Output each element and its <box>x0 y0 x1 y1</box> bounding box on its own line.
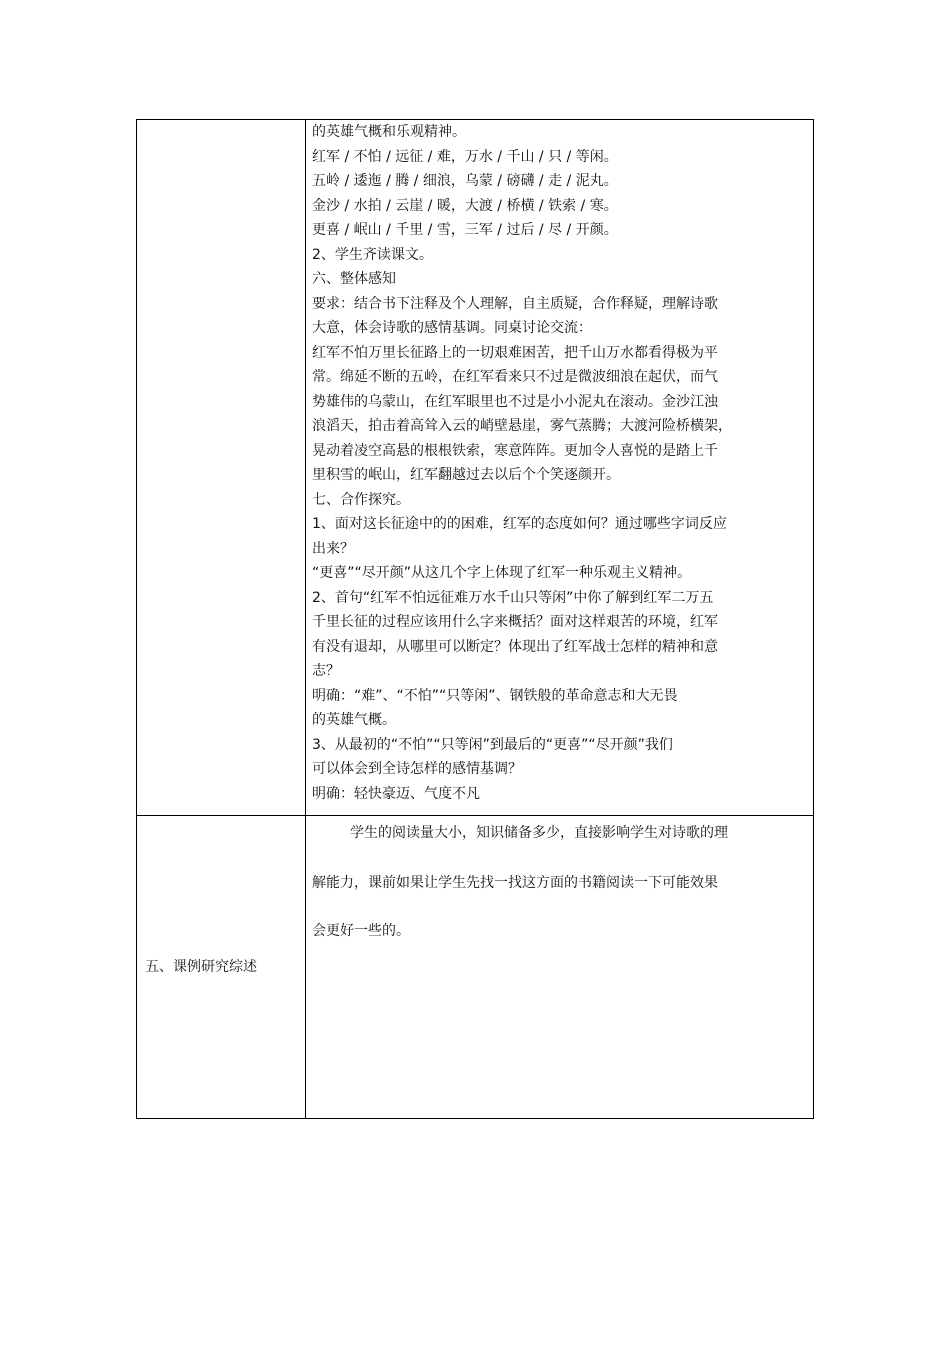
body-line: 要求：结合书下注释及个人理解，自主质疑，合作释疑，理解诗歌 <box>312 295 718 312</box>
body-line: 2、首句“红军不怕远征难万水千山只等闲”中你了解到红军二万五 <box>312 589 714 606</box>
body-line: 明确：轻快豪迈、气度不凡 <box>312 785 480 802</box>
body-line: 红军 / 不怕 / 远征 / 难，万水 / 千山 / 只 / 等闲。 <box>312 148 618 165</box>
body-line: 1、面对这长征途中的的困难，红军的态度如何？通过哪些字词反应 <box>312 516 727 532</box>
body-line: 六、整体感知 <box>312 271 396 287</box>
body-line: 五岭 / 逶迤 / 腾 / 细浪，乌蒙 / 磅礴 / 走 / 泥丸。 <box>312 173 618 189</box>
body-line: 常。绵延不断的五岭，在红军看来只不过是微波细浪在起伏，而气 <box>312 369 718 385</box>
body-line: “更喜”“尽开颜”从这几个字上体现了红军一种乐观主义精神。 <box>312 565 692 581</box>
body-line: 势雄伟的乌蒙山，在红军眼里也不过是小小泥丸在滚动。金沙江浊 <box>312 393 718 410</box>
summary-line: 解能力，课前如果让学生先找一找这方面的书籍阅读一下可能效果 <box>312 874 718 891</box>
body-line: 红军不怕万里长征路上的一切艰难困苦，把千山万水都看得极为平 <box>312 344 718 361</box>
body-line: 千里长征的过程应该用什么字来概括？面对这样艰苦的环境，红军 <box>312 614 718 630</box>
body-line: 3、从最初的“不怕”“只等闲”到最后的“更喜”“尽开颜”我们 <box>312 736 673 753</box>
summary-line: 会更好一些的。 <box>312 923 410 939</box>
body-line: 明确：“难”、“不怕”“只等闲”、钢铁般的革命意志和大无畏 <box>312 687 678 704</box>
table-row <box>137 120 814 816</box>
summary-line: 学生的阅读量大小，知识储备多少，直接影响学生对诗歌的理 <box>350 825 728 841</box>
body-line: 金沙 / 水拍 / 云崖 / 暖，大渡 / 桥横 / 铁索 / 寒。 <box>312 197 618 214</box>
body-line: 可以体会到全诗怎样的感情基调？ <box>312 761 522 777</box>
body-line: 晃动着凌空高悬的根根铁索，寒意阵阵。更加令人喜悦的是踏上千 <box>312 442 718 459</box>
body-line: 志？ <box>312 663 340 679</box>
body-line: 里积雪的岷山，红军翻越过去以后个个笑逐颜开。 <box>312 467 620 483</box>
section-title: 五、课例研究综述 <box>145 959 257 975</box>
row1-content-cell <box>306 120 814 816</box>
row2-label-cell <box>137 816 306 1119</box>
body-line: 2、学生齐读课文。 <box>312 246 433 263</box>
lesson-table <box>136 119 814 1119</box>
body-line: 七、合作探究。 <box>312 491 410 508</box>
body-line: 出来？ <box>312 540 354 557</box>
body-line: 浪滔天，拍击着高耸入云的峭壁悬崖，雾气蒸腾；大渡河险桥横架， <box>312 418 732 434</box>
row1-label-cell <box>137 120 306 816</box>
body-line: 更喜 / 岷山 / 千里 / 雪，三军 / 过后 / 尽 / 开颜。 <box>312 222 618 238</box>
body-line: 的英雄气概和乐观精神。 <box>312 124 466 140</box>
body-line: 有没有退却，从哪里可以断定？体现出了红军战士怎样的精神和意 <box>312 638 718 655</box>
table-row <box>137 816 814 1119</box>
body-line: 大意，体会诗歌的感情基调。同桌讨论交流： <box>312 320 592 336</box>
row1-text-block <box>312 120 807 806</box>
body-line: 的英雄气概。 <box>312 712 396 728</box>
summary-text-block <box>312 819 807 947</box>
row2-content-cell <box>306 816 814 1119</box>
